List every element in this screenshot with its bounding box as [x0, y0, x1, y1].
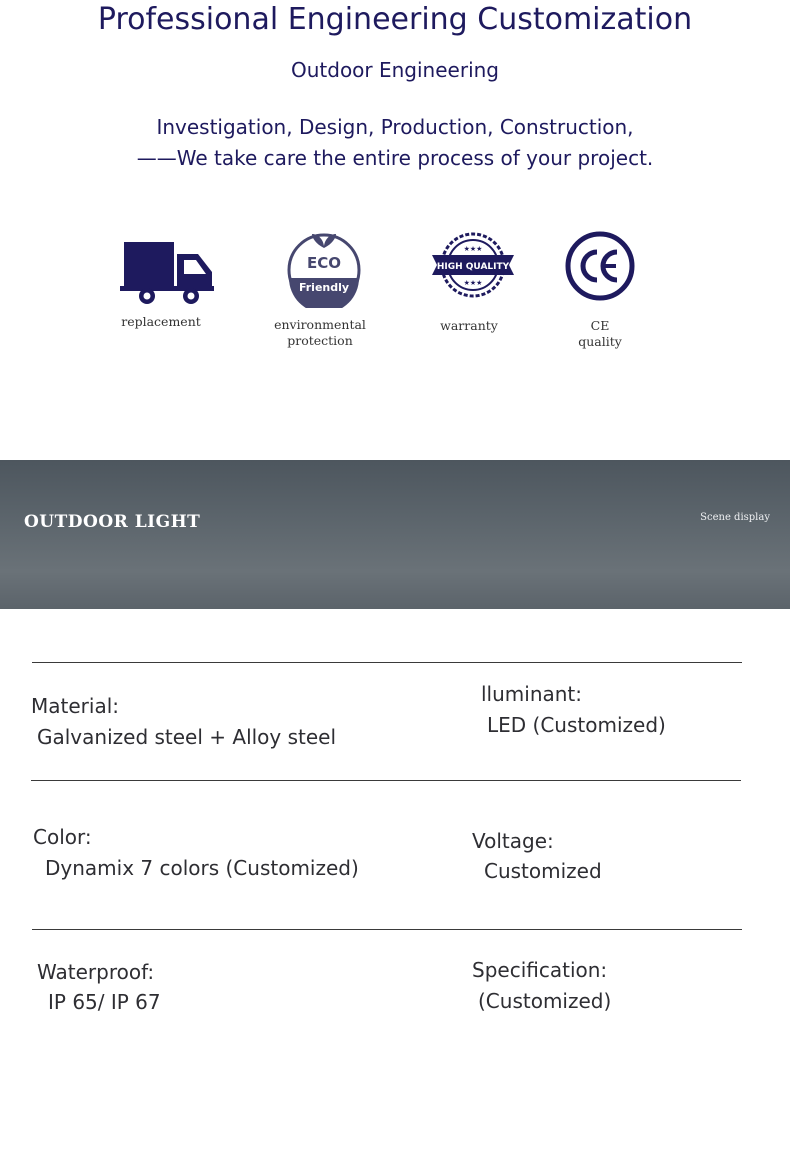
page-subtitle: Outdoor Engineering: [290, 58, 499, 82]
tagline-line-1: Investigation, Design, Production, Construction,: [156, 115, 634, 139]
spec-waterproof-label: Waterproof:: [37, 960, 155, 984]
spec-voltage-label: Voltage:: [472, 829, 554, 853]
eco-friendly-icon: [286, 230, 362, 308]
high-quality-text: HIGH QUALITY: [436, 262, 510, 272]
spec-material-label: Material:: [31, 694, 119, 718]
spec-illuminant-label: lluminant:: [481, 682, 583, 706]
spec-divider: [32, 929, 742, 930]
spec-color-label: Color:: [33, 825, 92, 849]
spec-divider: [31, 780, 741, 781]
feature-label-environmental: environmental: [274, 317, 366, 332]
banner-heading: OUTDOOR LIGHT: [24, 512, 201, 532]
tagline-line-2: ——We take care the entire process of your project.: [136, 146, 654, 170]
spec-color-value: Dynamix 7 colors (Customized): [45, 856, 359, 880]
spec-specification-value: (Customized): [478, 989, 612, 1013]
outdoor-light-banner: [0, 460, 790, 609]
delivery-truck-icon: [120, 240, 214, 308]
feature-label-replacement: replacement: [121, 314, 201, 329]
svg-text:★★★: ★★★: [463, 245, 483, 253]
page-title: Professional Engineering Customization: [97, 2, 693, 37]
eco-badge-bottom: Friendly: [298, 281, 350, 294]
spec-waterproof-value: IP 65/ IP 67: [48, 990, 161, 1014]
spec-voltage-value: Customized: [484, 859, 602, 883]
ce-mark-icon: [564, 230, 636, 302]
feature-label-protection: protection: [287, 333, 353, 348]
high-quality-badge-icon: [431, 231, 515, 299]
eco-badge-top: ECO: [306, 254, 342, 272]
feature-label-quality: quality: [578, 334, 622, 349]
svg-text:★★★: ★★★: [463, 279, 483, 287]
spec-illuminant-value: LED (Customized): [487, 713, 666, 737]
spec-specification-label: Specification:: [472, 958, 608, 982]
feature-label-ce: CE: [590, 318, 610, 333]
spec-material-value: Galvanized steel + Alloy steel: [37, 725, 337, 749]
feature-label-warranty: warranty: [440, 318, 498, 333]
banner-note: Scene display: [700, 512, 770, 523]
spec-divider: [32, 662, 742, 663]
